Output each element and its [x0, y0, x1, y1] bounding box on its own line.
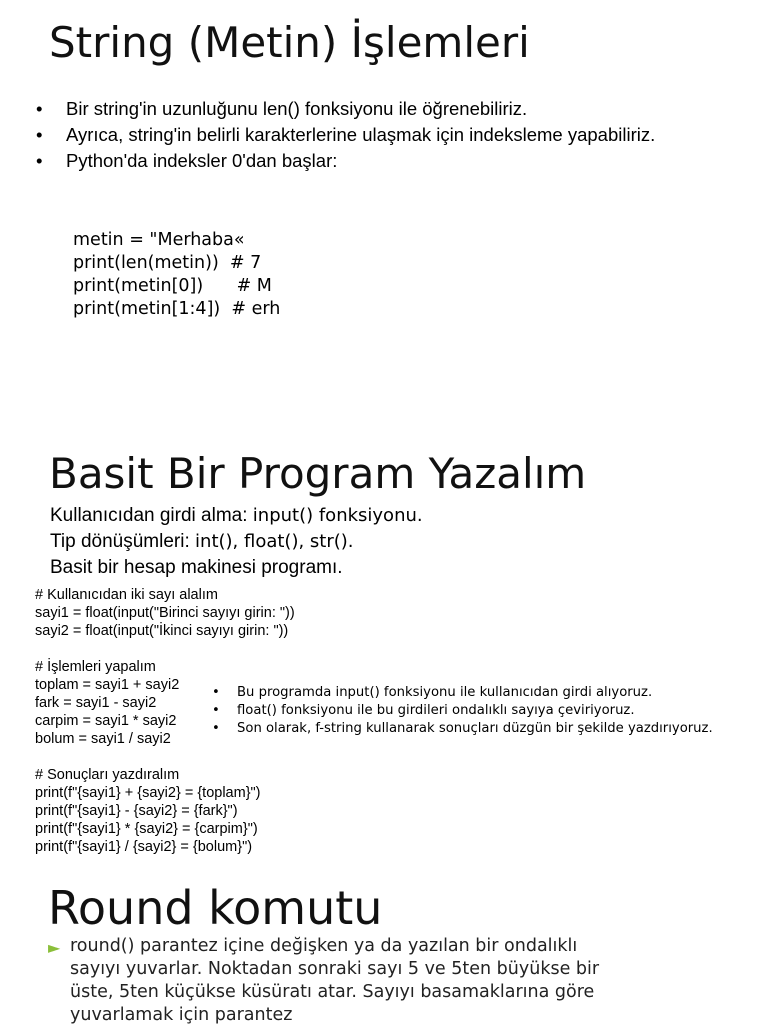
- section2-line-2-code: int(), float(), str().: [195, 531, 354, 552]
- section2-bullet-list: [212, 684, 713, 738]
- section2-line-2: [50, 529, 423, 555]
- section1-bullet-3: • Python'da indeksler 0'dan başlar:: [36, 148, 655, 174]
- section2-title: Basit Bir Program Yazalım: [49, 449, 587, 498]
- section2-intro: [50, 503, 423, 581]
- section1-title: String (Metin) İşlemleri: [49, 18, 530, 67]
- section2-line-1-text: Kullanıcıdan girdi alma:: [50, 505, 253, 526]
- section3-title: Round komutu: [48, 881, 383, 935]
- section3-body-text: round() parantez içine değişken ya da yazılan bir ondalıklı sayıyı yuvarlar. Noktadan sonraki sayı 5 ve 5ten büyükse bir üste, 5ten küçükse küsüratı atar. Sayıyı basamaklarına göre yuvarlamak için parantez: [70, 936, 600, 1025]
- section2-line-3: Basit bir hesap makinesi programı.: [50, 557, 343, 578]
- section2-line-1-code: input() fonksiyonu.: [252, 505, 423, 526]
- section2-line-1: [50, 503, 423, 529]
- section1-bullet-list: [36, 96, 655, 174]
- section2-bullet-2: • float() fonksiyonu ile bu girdileri ondalıklı sayıya çeviriyoruz.: [212, 702, 713, 720]
- section2-code-block: # Kullanıcıdan iki sayı alalım sayi1 = float(input("Birinci sayıyı girin: ")) sayi2 = float(input("İkinci sayıyı girin: ")) # İşlemleri yapalım toplam = sayi1 + sayi2 fark = sayi1 - sayi2 carpim = sayi1 * sayi2 bolum = sayi1 / sayi2 # Sonuçları yazdıralım print(f"{sayi1} + {sayi2} = {toplam}") print(f"{sayi1} - {sayi2} = {fark}") print(f"{sayi1} * {sayi2} = {carpim}") print(f"{sayi1} / {sayi2} = {bolum}"): [35, 587, 295, 855]
- section2-bullet-1: • Bu programda input() fonksiyonu ile kullanıcıdan girdi alıyoruz.: [212, 684, 713, 702]
- section1-code-block: metin = "Merhaba« print(len(metin)) # 7 print(metin[0]) # M print(metin[1:4]) # erh: [73, 230, 281, 319]
- section2-bullet-3: • Son olarak, f-string kullanarak sonuçları düzgün bir şekilde yazdırıyoruz.: [212, 720, 713, 738]
- section1-bullet-1: • Bir string'in uzunluğunu len() fonksiyonu ile öğrenebiliriz.: [36, 96, 655, 122]
- green-triangle-bullet-icon: ►: [48, 938, 61, 957]
- section2-line-2-text: Tip dönüşümleri:: [50, 531, 196, 552]
- section1-bullet-2: • Ayrıca, string'in belirli karakterlerine ulaşmak için indeksleme yapabiliriz.: [36, 122, 655, 148]
- section3-body: [48, 935, 608, 1027]
